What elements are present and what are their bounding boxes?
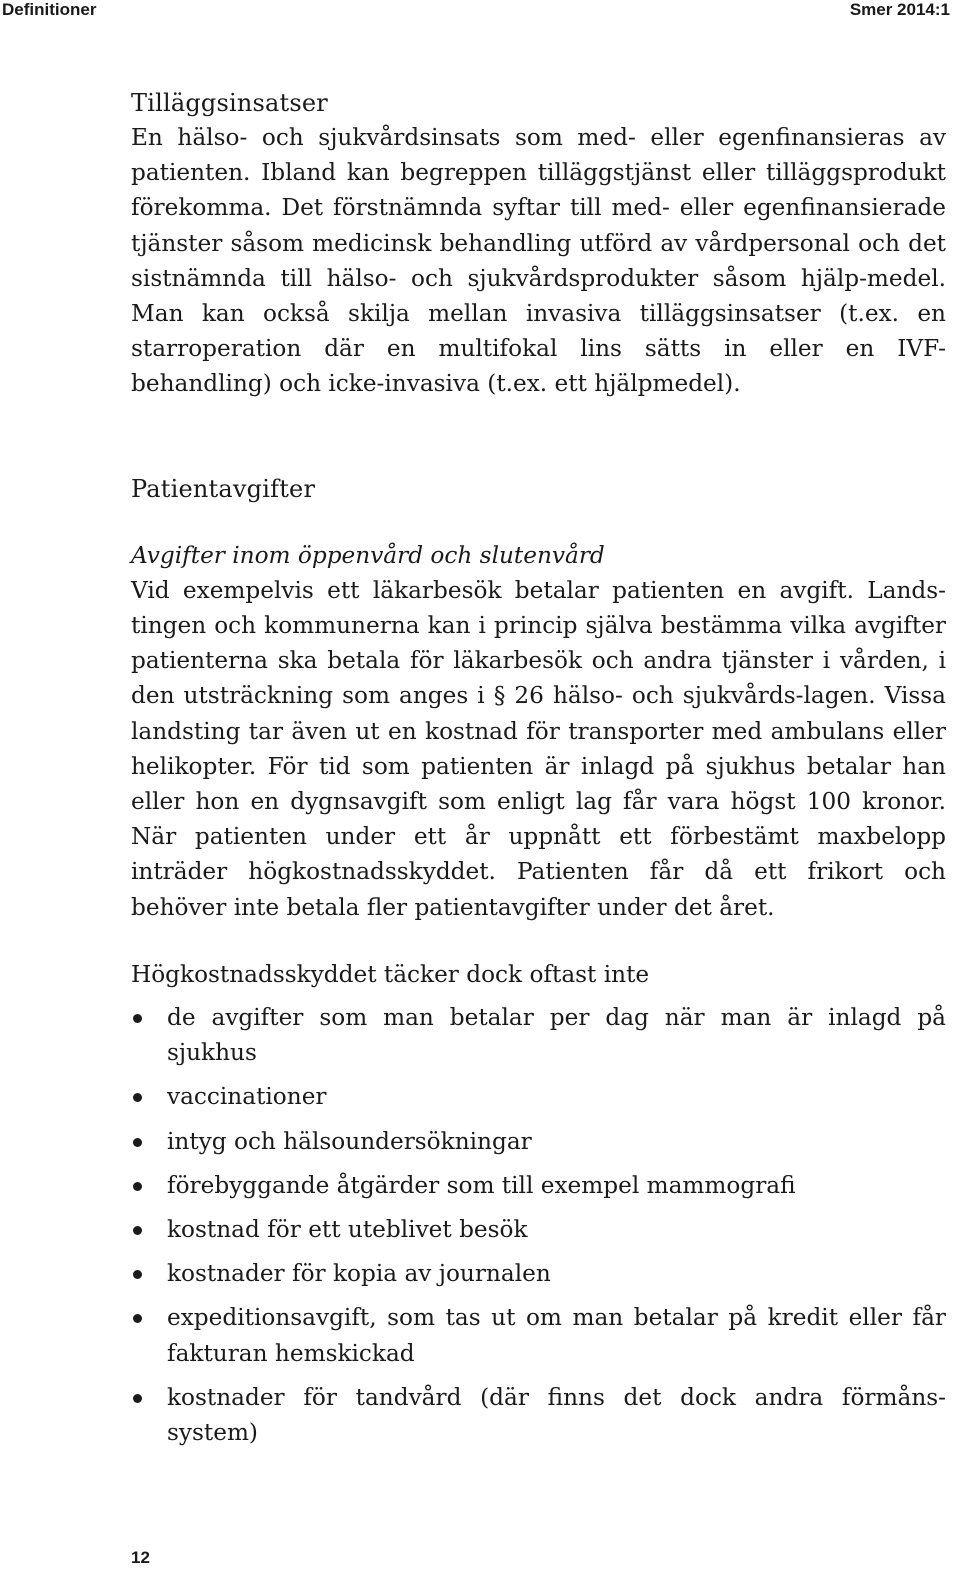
list-intro: Högkostnadsskyddet täcker dock oftast inte (131, 960, 650, 988)
paragraph-patientavgifter: Vid exempelvis ett läkarbesök betalar patienten en avgift. Lands-tingen och kommunerna kan i princip själva bestämma vilka avgifter patienterna ska betala för läkarbesök och andra tjänster i vården, i den utsträckning som anges i § 26 hälso- och sjukvårds-lagen. Vissa landsting tar även ut en kostnad för transporter med ambulans eller helikopter. För tid som patienten är inlagd på sjukhus betalar han eller hon en dygnsavgift som enligt lag får vara högst 100 kronor. När patienten under ett år uppnått ett förbestämt maxbelopp inträder högkostnadsskyddet. Patienten får då ett frikort och behöver inte betala fler patientavgifter under det året. (131, 576, 946, 921)
list-item-text: kostnader för tandvård (där finns det dock andra förmåns-system) (167, 1383, 946, 1447)
bullet-icon (133, 1314, 142, 1323)
bullet-icon (133, 1093, 142, 1102)
page-content (131, 86, 946, 1459)
list-item (131, 1380, 946, 1450)
paragraph-tillaggsinsatser: En hälso- och sjukvårdsinsats som med- eller egenfinansieras av patienten. Ibland kan begreppen tilläggstjänst eller tilläggsprodukt förekomma. Det förstnämnda syftar till med- eller egenfinansierade tjänster såsom medicinsk behandling utförd av vårdpersonal och det sistnämnda till hälso- och sjukvårdsprodukter såsom hjälp-medel. Man kan också skilja mellan invasiva tilläggsinsatser (t.ex. en starroperation där en multifokal lins sätts in eller en IVF-behandling) och icke-invasiva (t.ex. ett hjälpmedel). (131, 124, 946, 398)
running-head-chapter: Definitioner (2, 0, 97, 19)
list-item (131, 1300, 946, 1370)
list-item (131, 1168, 946, 1203)
list-item (131, 1000, 946, 1070)
section-heading-patientavgifter: Patientavgifter (131, 474, 316, 503)
page-number: 12 (131, 1548, 150, 1567)
bullet-icon (133, 1226, 142, 1235)
list-item-text: kostnad för ett uteblivet besök (167, 1216, 528, 1244)
bullet-icon (133, 1014, 142, 1023)
page-header (0, 0, 960, 20)
bullet-icon (133, 1394, 142, 1403)
list-item-text: intyg och hälsoundersökningar (167, 1127, 532, 1155)
list-item (131, 1212, 946, 1247)
section-heading-tillaggsinsatser: Tilläggsinsatser (131, 89, 328, 117)
list-item (131, 1124, 946, 1159)
list-item-text: kostnader för kopia av journalen (167, 1260, 551, 1288)
list-item-text: expeditionsavgift, som tas ut om man betalar på kredit eller får fakturan hemskickad (167, 1304, 946, 1367)
bullet-icon (133, 1182, 142, 1191)
bullet-icon (133, 1138, 142, 1147)
exclusions-list (131, 1000, 946, 1450)
list-item-text: de avgifter som man betalar per dag när man är inlagd på sjukhus (167, 1004, 946, 1067)
sub-heading-avgifter: Avgifter inom öppenvård och slutenvård (131, 541, 605, 569)
list-item (131, 1256, 946, 1291)
bullet-icon (133, 1270, 142, 1279)
list-item-text: förebyggande åtgärder som till exempel mammografi (167, 1171, 796, 1199)
list-item-text: vaccinationer (167, 1083, 327, 1111)
running-head-publication: Smer 2014:1 (849, 0, 950, 19)
list-item (131, 1079, 946, 1114)
